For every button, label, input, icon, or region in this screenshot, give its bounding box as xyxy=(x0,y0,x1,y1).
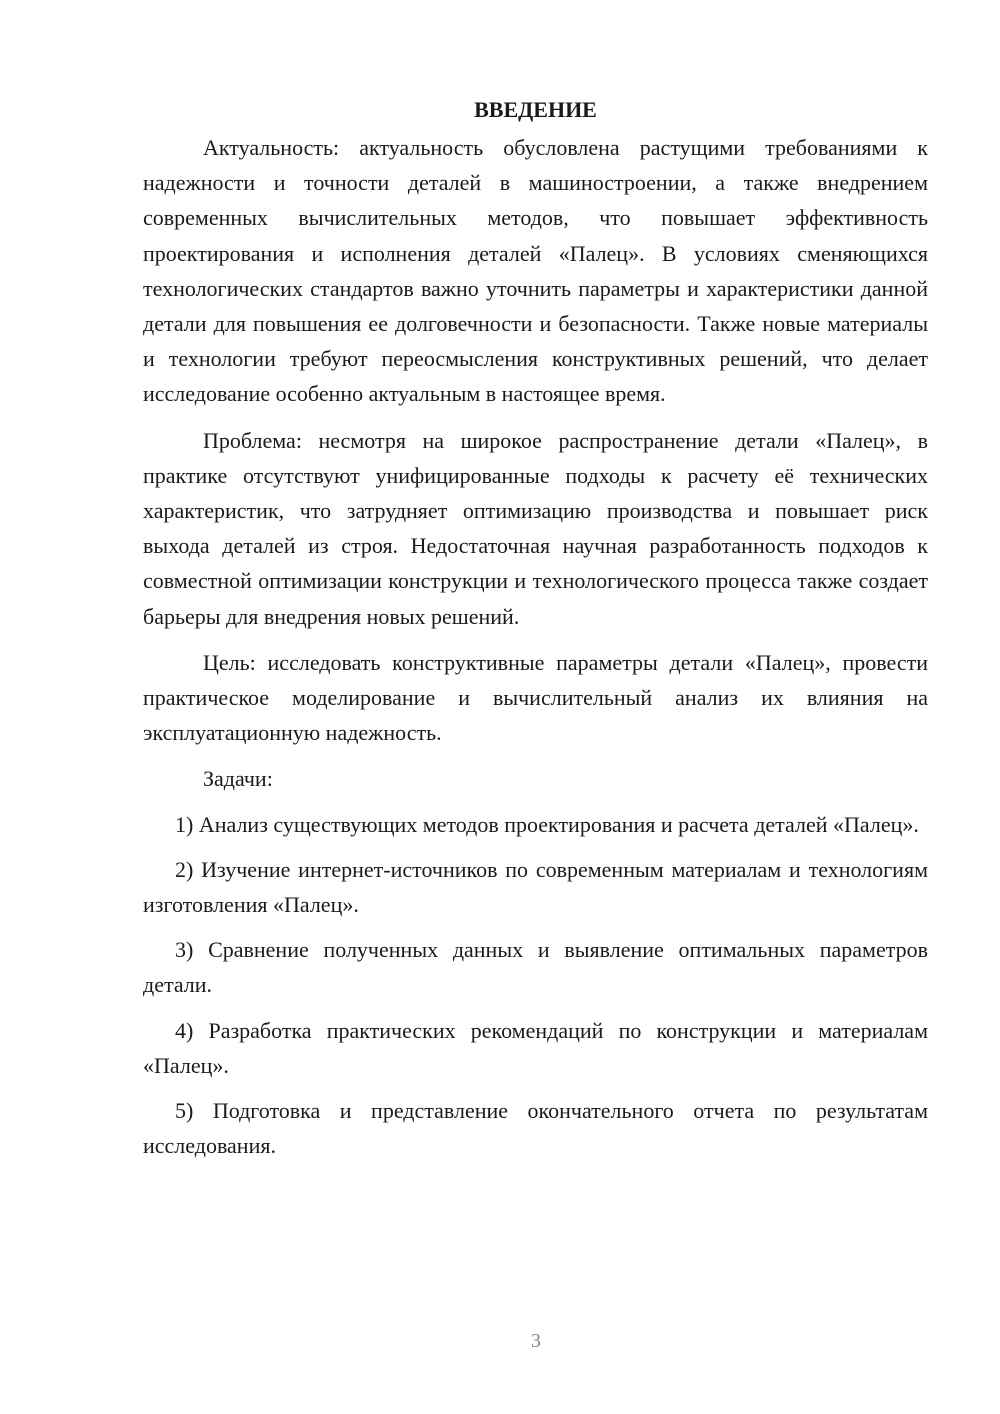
paragraph-problem: Проблема: несмотря на широкое распространение детали «Палец», в практике отсутствуют унифицированные подходы к расчету её технических характеристик, что затрудняет оптимизацию производства и повышает риск выхода деталей из строя. Недостаточная научная разработанность подходов к совместной оптимизации конструкции и технологического процесса также создает барьеры для внедрения новых решений. xyxy=(143,427,928,629)
document-page xyxy=(143,92,928,1173)
task-item: 2) Изучение интернет-источников по современным материалам и технологиям изготовления «Палец». xyxy=(143,856,928,918)
paragraph-relevance: Актуальность: актуальность обусловлена растущими требованиями к надежности и точности деталей в машиностроении, а также внедрением современных вычислительных методов, что повышает эффективность проектирования и исполнения деталей «Палец». В условиях сменяющихся технологических стандартов важно уточнить параметры и характеристики данной детали для повышения ее долговечности и безопасности. Также новые материалы и технологии требуют переосмысления конструктивных решений, что делает исследование особенно актуальным в настоящее время. xyxy=(143,135,928,407)
tasks-title: Задачи: xyxy=(203,766,273,792)
paragraph-goal: Цель: исследовать конструктивные параметры детали «Палец», провести практическое моделирование и вычислительный анализ их влияния на эксплуатационную надежность. xyxy=(143,649,928,746)
page-heading: ВВЕДЕНИЕ xyxy=(474,97,597,122)
task-item: 5) Подготовка и представление окончательного отчета по результатам исследования. xyxy=(143,1098,928,1159)
page-number: 3 xyxy=(531,1330,541,1352)
task-item: 4) Разработка практических рекомендаций по конструкции и материалам «Палец». xyxy=(143,1017,928,1078)
task-item: 3) Сравнение полученных данных и выявление оптимальных параметров детали. xyxy=(143,937,928,998)
task-item: 1) Анализ существующих методов проектирования и расчета деталей «Палец». xyxy=(175,811,919,837)
tasks-list xyxy=(143,807,928,1164)
